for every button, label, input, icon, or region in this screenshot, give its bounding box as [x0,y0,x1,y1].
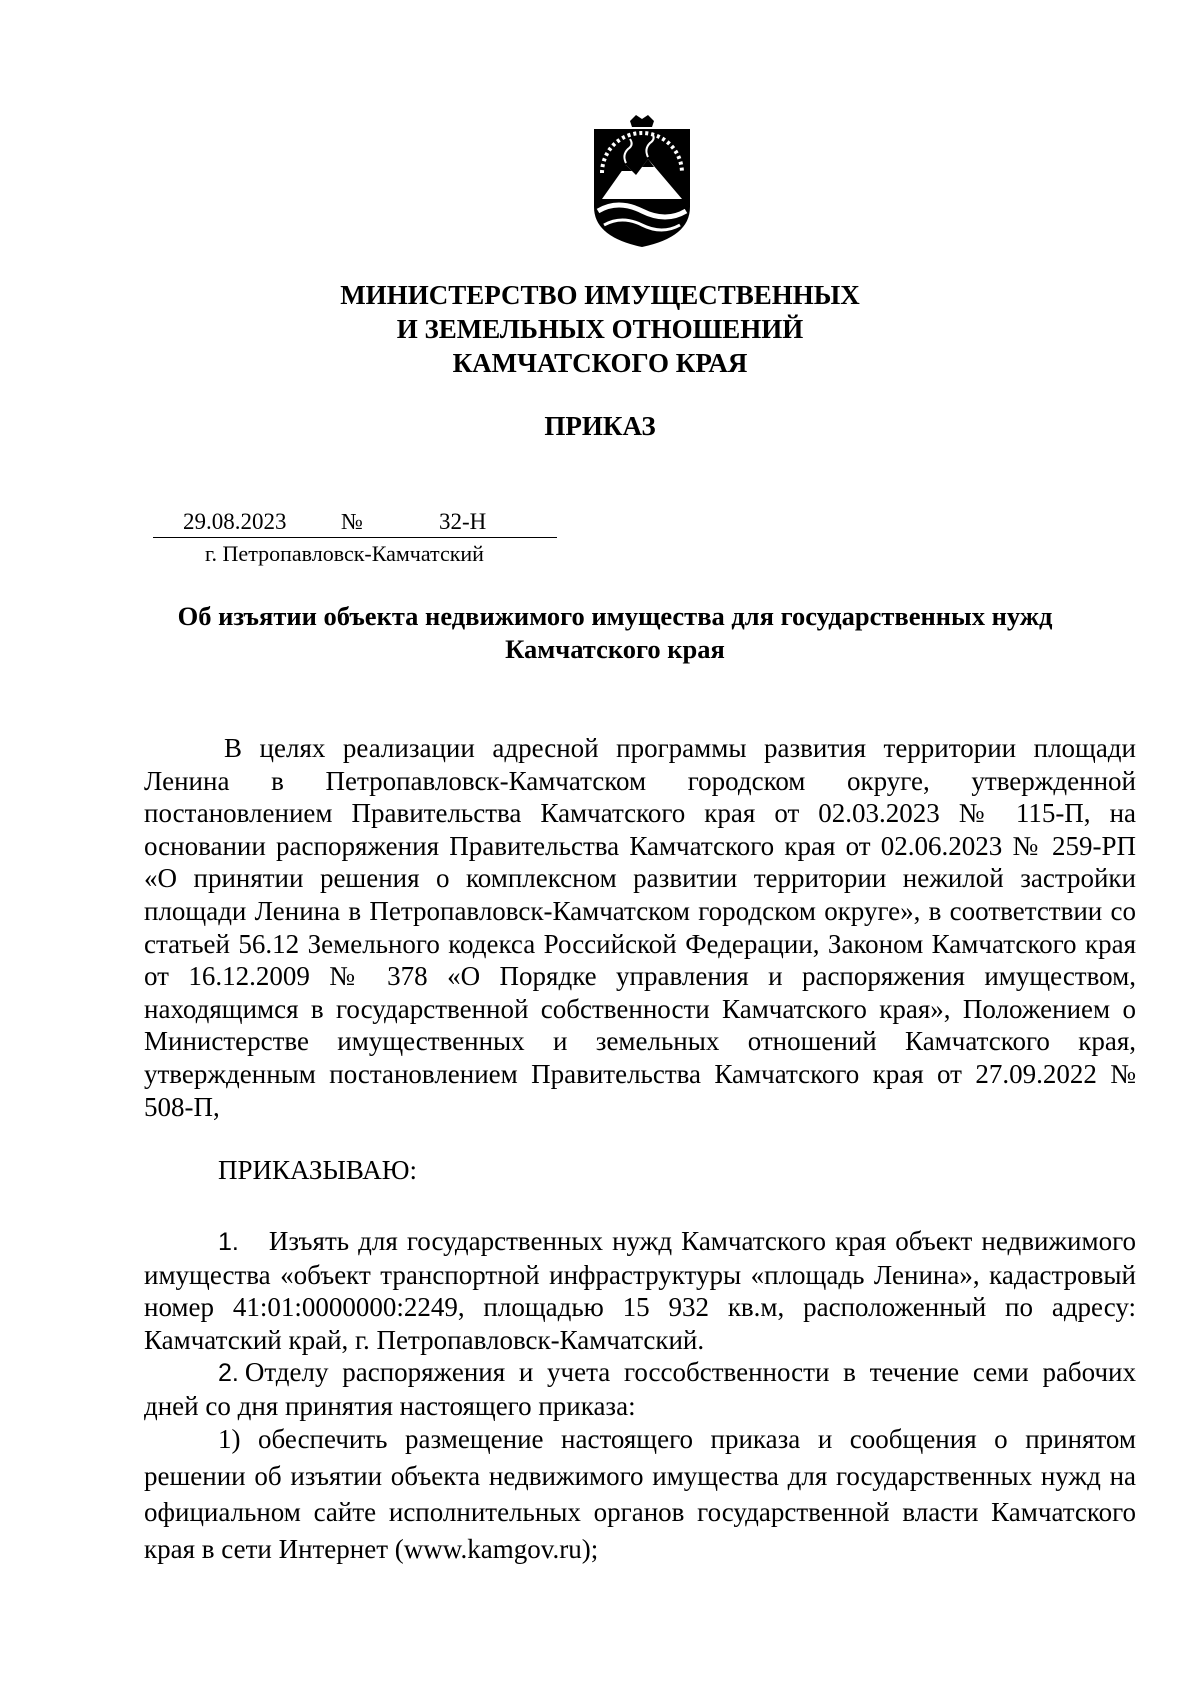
document-number: 32-Н [439,509,487,534]
item-2-number: 2. [218,1359,239,1387]
preamble-paragraph: В целях реализации адресной программы развития территории площади Ленина в Петропавловск-Камчатском городском округе, утвержденной постановлением Правительства Камчатского края от 02.03.2023 № 115-П, на основании распоряжения Правительства Камчатского края от 02.06.2023 № 259-РП «О принятии решения о комплексном развитии территории нежилой застройки площади Ленина в Петропавловск-Камчатском городском округе», в соответствии со статьей 56.12 Земельного кодекса Российской Федерации, Законом Камчатского края от 16.12.2009 № 378 «О Порядке управления и распоряжения имуществом, находящимся в государственной собственности Камчатского края», Положением о Министерстве имущественных и земельных отношений Камчатского края, утвержденным постановлением Правительства Камчатского края от 27.09.2022 № 508-П, [144,733,1136,1122]
document-date: 29.08.2023 [183,509,287,534]
org-line-3: КАМЧАТСКОГО КРАЯ [452,348,748,378]
order-subitem-1: 1) обеспечить размещение настоящего приказа и сообщения о принятом решении об изъятии объекта недвижимого имущества для государственных нужд на официальном сайте исполнительных органов государственной власти Камчатского края в сети Интернет (www.kamgov.ru); [144,1424,1136,1564]
number-sign: № [341,509,363,534]
item-1-number: 1. [218,1228,239,1256]
order-item-2 [144,1356,1136,1422]
item-1-text: Изъять для государственных нужд Камчатского края объект недвижимого имущества «объект транспортной инфраструктуры «площадь Ленина», кадастровый номер 41:01:0000000:2249, площадью 15 932 кв.м, расположенный по адресу: Камчатский край, г. Петропавловск-Камчатский. [144,1226,1136,1355]
item-2-text: Отделу распоряжения и учета госсобственности в течение семи рабочих дней со дня принятия настоящего приказа: [144,1357,1136,1421]
order-word: ПРИКАЗЫВАЮ: [218,1155,417,1185]
kamchatka-coat-of-arms-icon [590,115,694,250]
org-line-2: И ЗЕМЕЛЬНЫХ ОТНОШЕНИЙ [396,314,804,344]
subject-line-1: Об изъятии объекта недвижимого имущества для государственных нужд [177,601,1053,631]
document-subject [150,600,1080,666]
document-city: г. Петропавловск-Камчатский [205,541,484,566]
date-number-line [153,509,557,538]
issuing-authority [300,278,900,380]
document-type: ПРИКАЗ [544,411,656,441]
subject-line-2: Камчатского края [505,634,725,664]
order-item-1 [144,1225,1136,1356]
org-line-1: МИНИСТЕРСТВО ИМУЩЕСТВЕННЫХ [340,280,860,310]
